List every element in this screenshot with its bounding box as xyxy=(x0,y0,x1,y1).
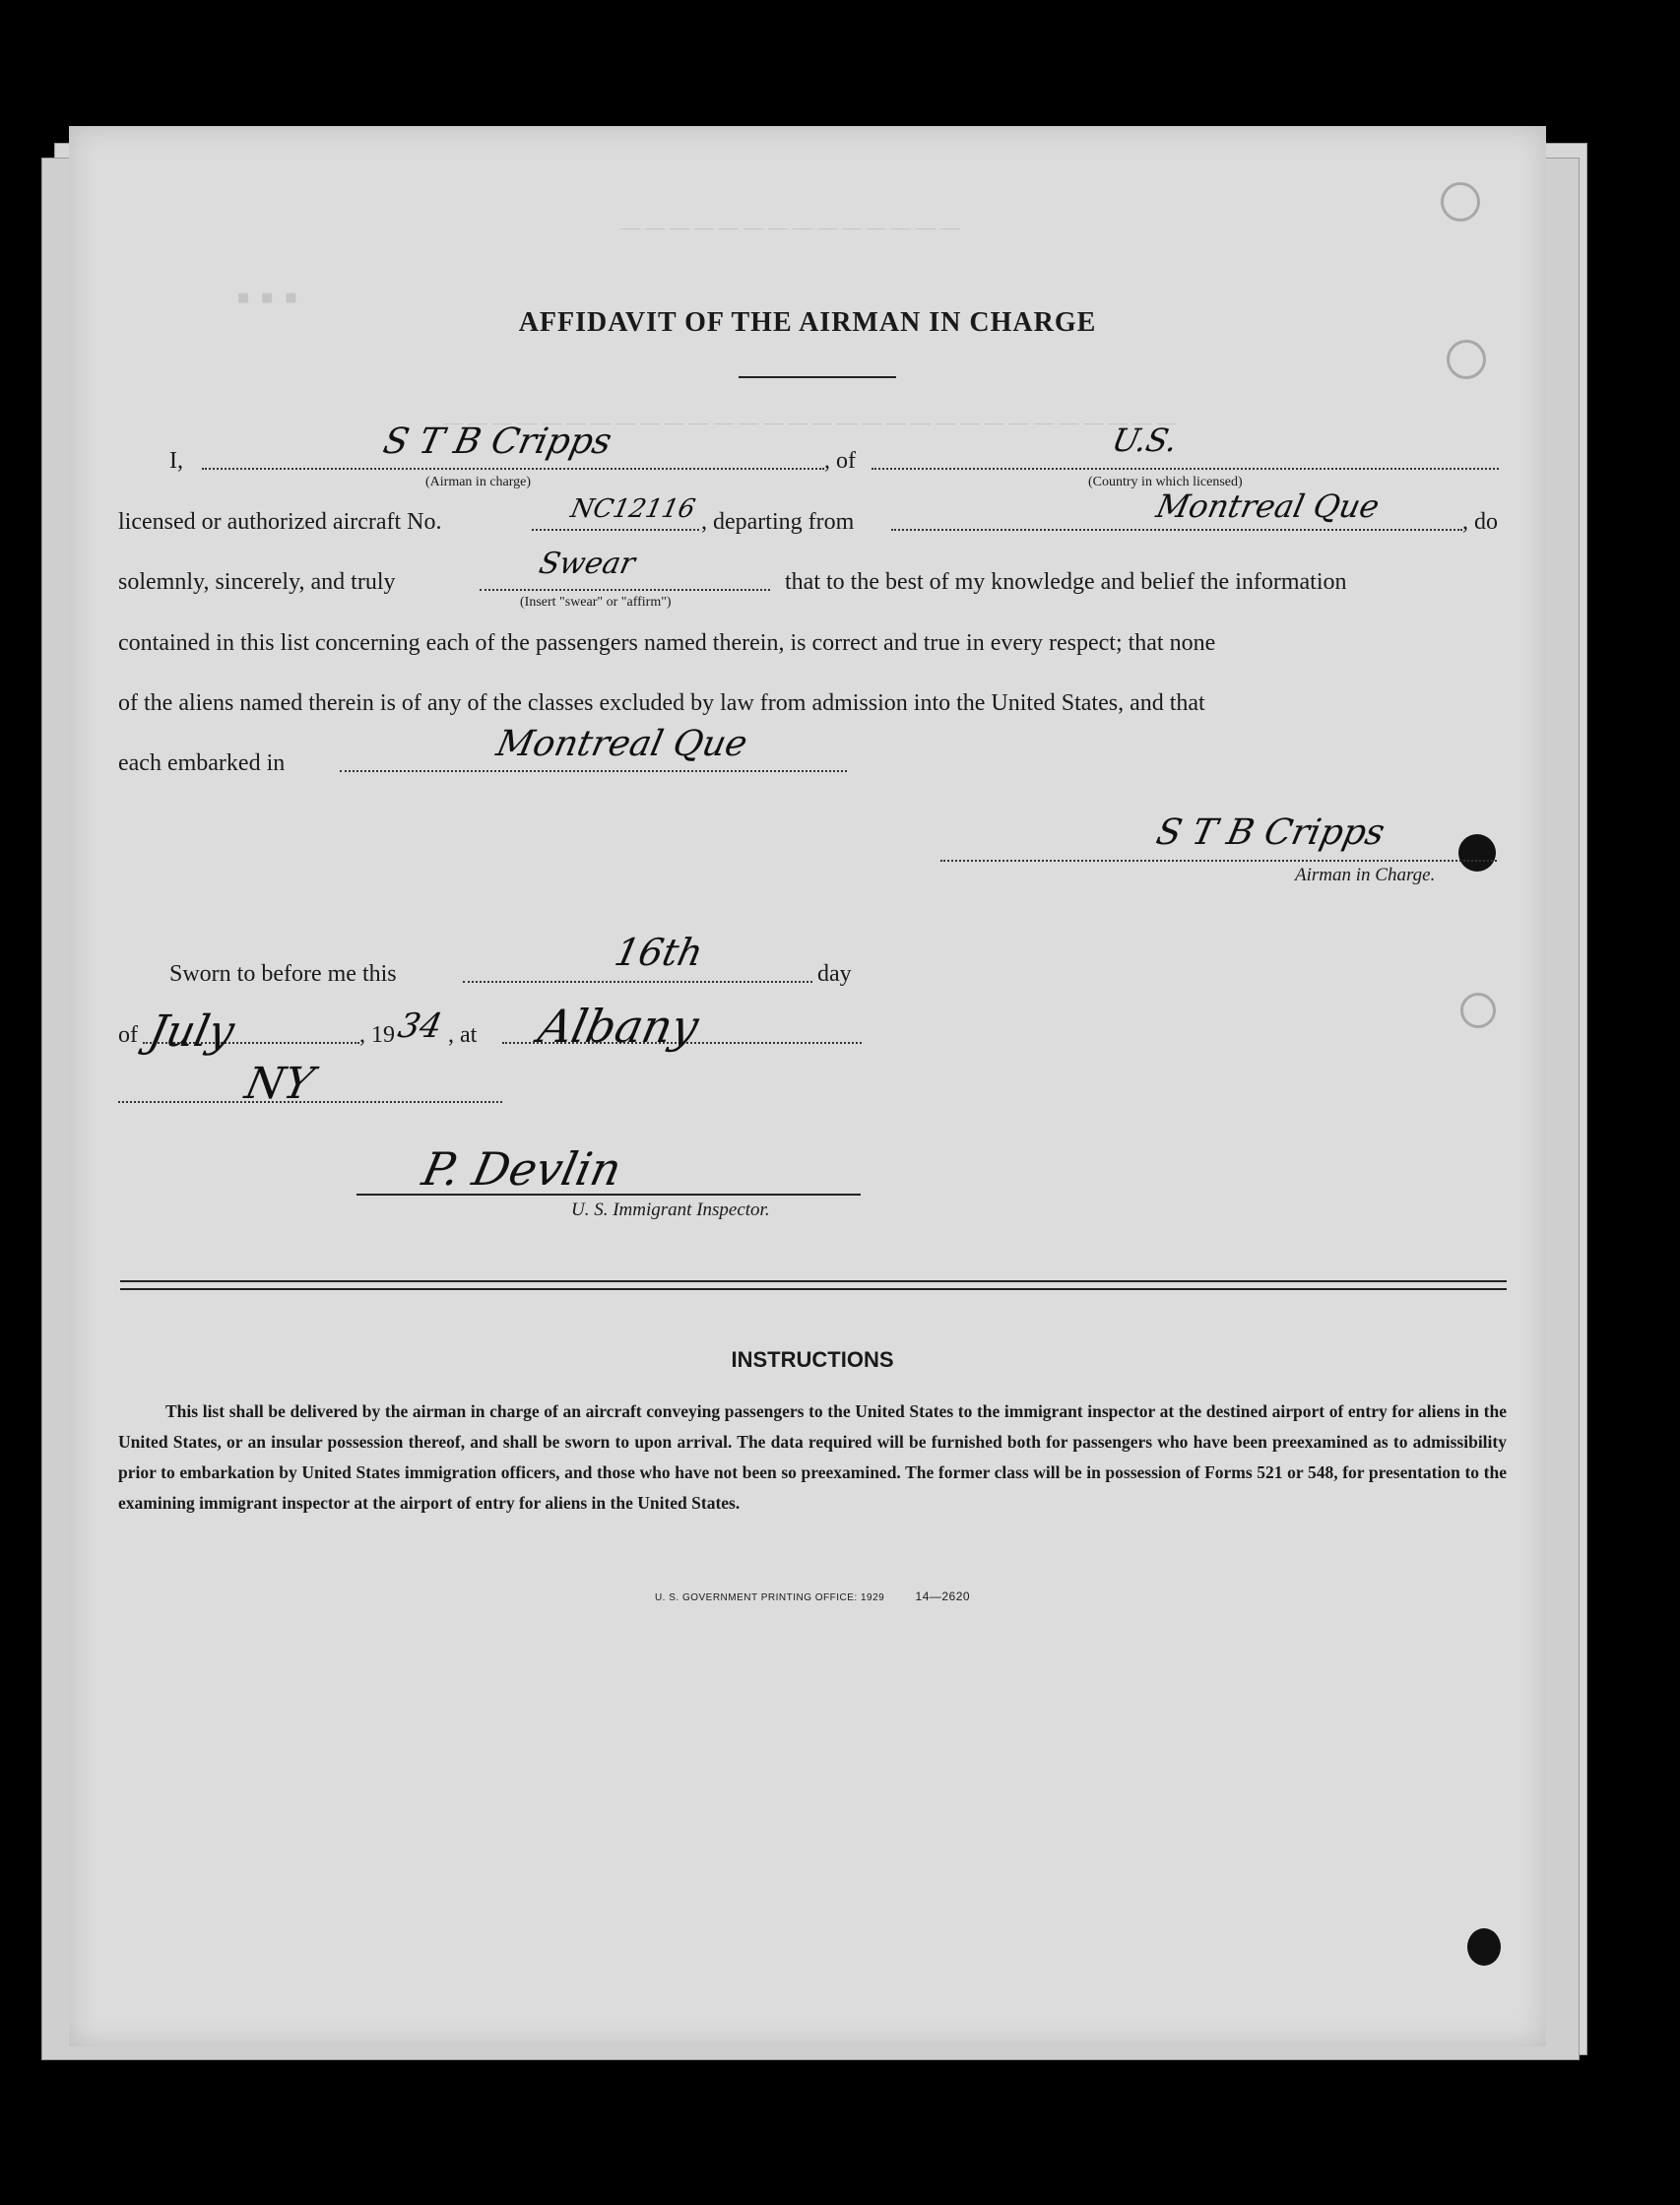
place-state-handwriting: NY xyxy=(240,1059,318,1109)
label-departing: , departing from xyxy=(701,509,855,535)
form-code: 14—2620 xyxy=(915,1589,971,1603)
embarked-field[interactable] xyxy=(340,770,847,772)
bleed-through-number: ▪ ▪ ▪ xyxy=(236,275,298,319)
airman-signature: S T B Cripps xyxy=(1152,812,1389,853)
inspector-caption: U. S. Immigrant Inspector. xyxy=(571,1200,770,1220)
place-line-2-field[interactable] xyxy=(118,1101,502,1103)
caption-country: (Country in which licensed) xyxy=(1088,475,1243,489)
statement-line-1: contained in this list concerning each of the passengers named therein, is correct and true in every respect; that none xyxy=(118,630,1216,656)
airman-name-field[interactable] xyxy=(202,468,824,470)
title-underline xyxy=(739,376,896,378)
label-i: I, xyxy=(169,448,183,474)
swear-handwriting: Swear xyxy=(536,547,638,581)
swear-field[interactable] xyxy=(480,589,770,591)
airman-signature-field[interactable] xyxy=(940,860,1497,862)
bleed-through-line: — — — — — — — — — — — — — — — — — — — — — — — — — — — — — — xyxy=(443,412,1177,433)
day-field[interactable] xyxy=(463,981,812,983)
country-field[interactable] xyxy=(872,468,1499,470)
aircraft-no-field[interactable] xyxy=(532,529,699,531)
label-day: day xyxy=(817,961,852,987)
label-sworn: Sworn to before me this xyxy=(169,961,397,987)
punch-hole xyxy=(1467,1928,1501,1966)
divider-bottom xyxy=(120,1288,1507,1290)
punch-hole xyxy=(1458,834,1496,872)
label-at: , at xyxy=(448,1022,478,1048)
caption-airman: (Airman in charge) xyxy=(425,475,532,489)
airman-signature-caption: Airman in Charge. xyxy=(1295,865,1436,885)
embarked-handwriting: Montreal Que xyxy=(492,724,751,764)
instructions-title: INSTRUCTIONS xyxy=(731,1347,894,1372)
caption-swear: (Insert "swear" or "affirm") xyxy=(520,595,672,610)
departing-field[interactable] xyxy=(891,529,1462,531)
year-handwriting: 34 xyxy=(394,1006,446,1046)
label-belief: that to the best of my knowledge and belief the information xyxy=(785,569,1347,595)
punch-hole-ring xyxy=(1460,993,1496,1028)
day-handwriting: 16th xyxy=(611,931,707,974)
aircraft-no-handwriting: NC12116 xyxy=(567,494,698,524)
airman-name-handwriting: S T B Cripps xyxy=(379,422,615,462)
label-embarked: each embarked in xyxy=(118,750,286,776)
place-handwriting: Albany xyxy=(534,1000,704,1053)
label-of-month: of xyxy=(118,1022,138,1048)
country-handwriting: U.S. xyxy=(1108,422,1182,459)
inspector-signature: P. Devlin xyxy=(418,1142,626,1196)
label-aircraft: licensed or authorized aircraft No. xyxy=(118,509,442,535)
label-solemnly: solemnly, sincerely, and truly xyxy=(118,569,396,595)
instructions-body: This list shall be delivered by the airman in charge of an aircraft conveying passengers to the United States to the immigrant inspector at the destined airport of entry for aliens in the United States, or an insular possession thereof, and shall be sworn to upon arrival. The data required will be furnished both for passengers who have been preexamined as to admissibility prior to embarkation by United States immigration officers, and those who have not been so preexamined. The former class will be in possession of Forms 521 or 548, for presentation to the examining immigrant inspector at the airport of entry for aliens in the United States. xyxy=(118,1401,1507,1513)
form-title: AFFIDAVIT OF THE AIRMAN IN CHARGE xyxy=(518,307,1097,338)
departing-handwriting: Montreal Que xyxy=(1152,487,1384,525)
statement-line-2: of the aliens named therein is of any of the classes excluded by law from admission into the United States, and that xyxy=(118,690,1205,716)
punch-hole-ring xyxy=(1447,340,1486,379)
label-year: , 19 xyxy=(359,1022,395,1048)
divider-top xyxy=(120,1280,1507,1282)
bleed-through-text: — — — — — — — — — — — — — — xyxy=(620,217,960,238)
label-do: , do xyxy=(1462,509,1498,535)
punch-hole-ring xyxy=(1441,182,1480,222)
month-handwriting: July xyxy=(144,1006,239,1057)
printer-line: U. S. GOVERNMENT PRINTING OFFICE: 1929 xyxy=(654,1592,885,1603)
printer-footer xyxy=(0,1589,1625,1603)
label-of: , of xyxy=(824,448,856,474)
